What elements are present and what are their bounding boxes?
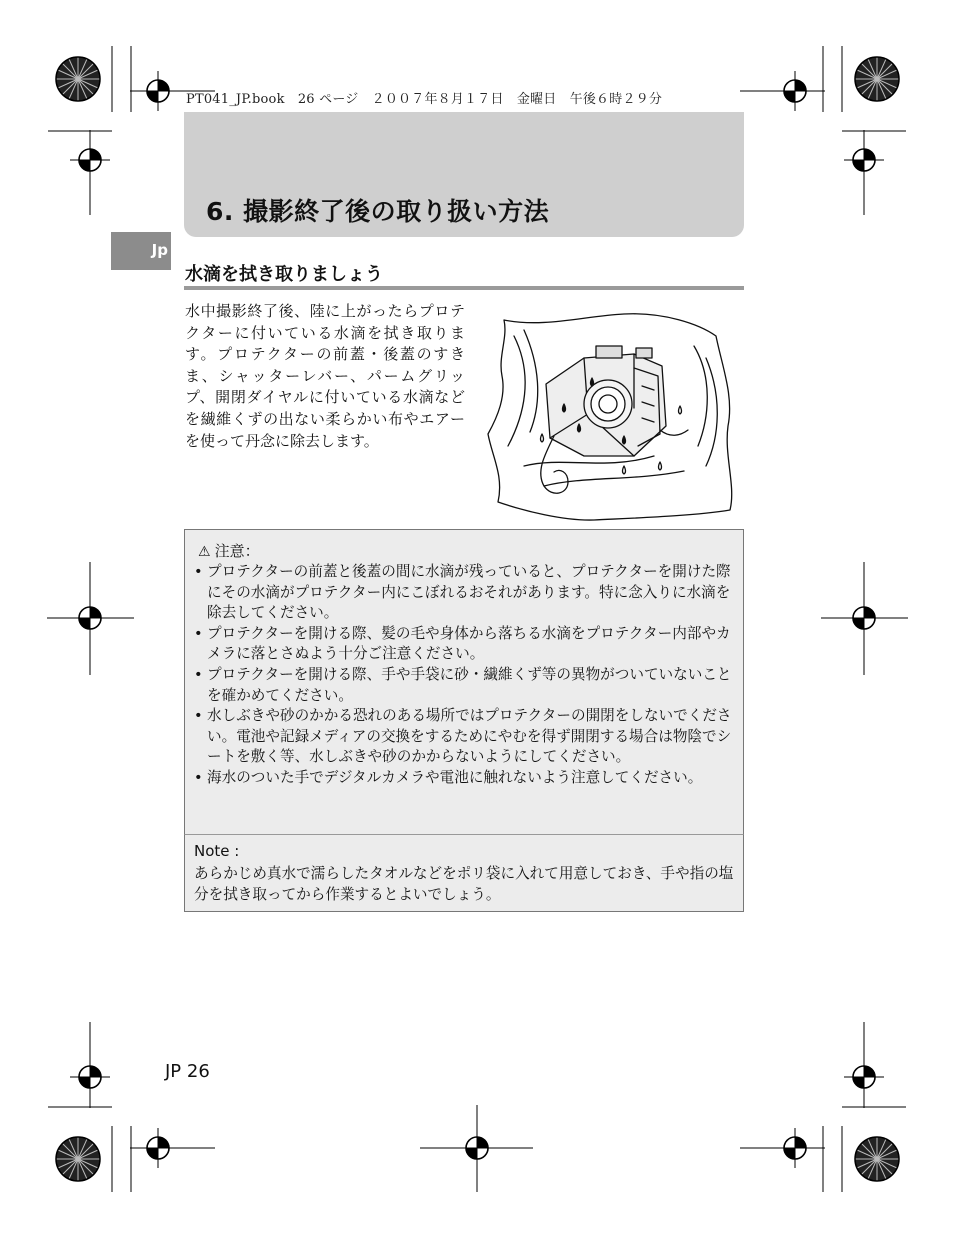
- note-label: Note :: [194, 842, 240, 860]
- registration-mark-icon: [775, 71, 815, 111]
- registration-mark-icon: [775, 1128, 815, 1168]
- registration-mark-icon: [70, 140, 110, 180]
- language-tab: [111, 232, 171, 270]
- caution-title: [198, 540, 260, 561]
- camera-protector-illustration: [484, 306, 742, 524]
- list-item: • 海水のついた手でデジタルカメラや電池に触れないよう注意してください。: [190, 768, 735, 789]
- caution-list: [190, 562, 735, 789]
- registration-mark-icon: [138, 71, 178, 111]
- registration-mark-icon: [457, 1128, 497, 1168]
- registration-mark-icon: [70, 1057, 110, 1097]
- intro-paragraph: 水中撮影終了後、陸に上がったらプロテクターに付いている水滴を拭き取ります。プロテクターの前蓋・後蓋のすきま、シャッターレバー、パームグリップ、開閉ダイヤルに付いている水滴などを繊維くずの出ない柔らかい布やエアーを使って丹念に除去します。: [185, 302, 465, 450]
- list-item: • プロテクターを開ける際、髪の毛や身体から落ちる水滴をプロテクター内部やカメラに落とさぬよう十分ご注意ください。: [190, 624, 735, 665]
- registration-mark-icon: [844, 598, 884, 638]
- warning-triangle-icon: ⚠: [198, 544, 211, 560]
- section-divider: [184, 286, 744, 290]
- registration-mark-icon: [844, 1057, 884, 1097]
- language-tab-label: Jp: [151, 241, 168, 259]
- section-heading: 水滴を拭き取りましょう: [185, 264, 383, 285]
- color-rosette-icon: [53, 1134, 103, 1184]
- color-rosette-icon: [852, 54, 902, 104]
- list-item: • 水しぶきや砂のかかる恐れのある場所ではプロテクターの開閉をしないでください。電池や記録メディアの交換をするためにやむを得ず開閉する場合は物陰でシートを敷く等、水しぶきや砂のかからないようにしてください。: [190, 706, 735, 768]
- registration-mark-icon: [138, 1128, 178, 1168]
- caution-title-text: 注意：: [214, 542, 260, 560]
- color-rosette-icon: [53, 54, 103, 104]
- registration-mark-icon: [844, 140, 884, 180]
- print-header: PT041_JP.book 26 ページ ２００７年８月１７日 金曜日 午後６時２９分: [186, 92, 663, 107]
- color-rosette-icon: [852, 1134, 902, 1184]
- list-item: • プロテクターの前蓋と後蓋の間に水滴が残っていると、プロテクターを開けた際にその水滴がプロテクター内にこぼれるおそれがあります。特に念入りに水滴を除去してください。: [190, 562, 735, 624]
- chapter-title: 6. 撮影終了後の取り扱い方法: [206, 197, 550, 226]
- list-item: • プロテクターを開ける際、手や手袋に砂・繊維くず等の異物がついていないことを確かめてください。: [190, 665, 735, 706]
- page-number: JP 26: [165, 1061, 210, 1082]
- registration-mark-icon: [70, 598, 110, 638]
- note-text: あらかじめ真水で濡らしたタオルなどをポリ袋に入れて用意しておき、手や指の塩分を拭き取ってから作業するとよいでしょう。: [194, 865, 734, 903]
